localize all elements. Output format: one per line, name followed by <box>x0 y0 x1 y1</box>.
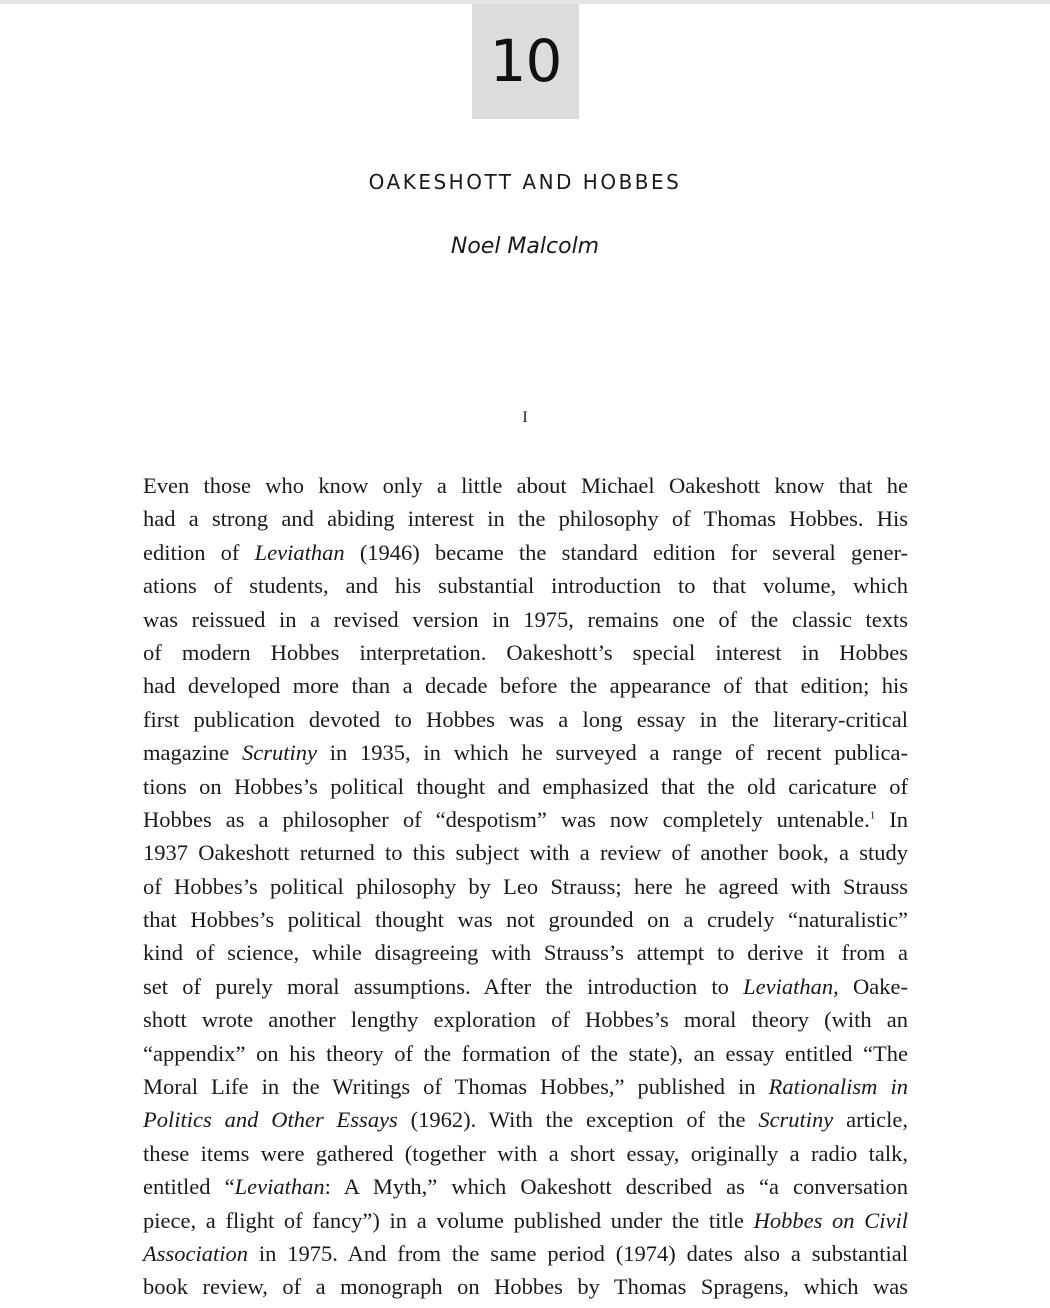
text-segment: was reissued in a revised version in 1975, remains one of the classic texts <box>143 606 908 632</box>
body-line <box>143 903 908 936</box>
chapter-title: OAKESHOTT AND HOBBES <box>368 170 682 194</box>
body-line <box>143 1037 908 1070</box>
text-segment: book review, of a monograph on Hobbes by Thomas Spragens, which was <box>143 1274 908 1300</box>
italic-text: Hobbes on Civil <box>753 1207 909 1233</box>
italic-text: Scrutiny <box>241 740 317 766</box>
body-line <box>143 1103 908 1136</box>
body-line <box>143 1237 908 1270</box>
italic-text: Leviathan <box>254 539 345 565</box>
italic-text: Leviathan <box>234 1174 325 1200</box>
text-segment: piece, a flight of fancy”) in a volume published under the title <box>143 1207 754 1233</box>
section-numeral: I <box>522 409 528 426</box>
body-line <box>143 1170 908 1203</box>
text-segment: 1937 Oakeshott returned to this subject with a review of another book, a study <box>143 840 908 866</box>
body-line <box>143 603 908 636</box>
text-segment: in 1975. And from the same period (1974) dates also a substantial <box>248 1240 908 1266</box>
text-segment: of Hobbes’s political philosophy by Leo Strauss; here he agreed with Strauss <box>143 873 908 899</box>
body-line <box>143 1070 908 1103</box>
italic-text: Politics and Other Essays <box>143 1107 398 1133</box>
text-segment: ations of students, and his substantial introduction to that volume, which <box>143 573 908 599</box>
text-segment: “appendix” on his theory of the formation of the state), an essay entitled “The <box>143 1040 908 1066</box>
text-segment: edition of <box>143 539 255 565</box>
italic-text: Scrutiny <box>758 1107 834 1133</box>
body-line <box>143 636 908 669</box>
text-segment: , Oake- <box>833 973 908 999</box>
body-line <box>143 770 908 803</box>
body-line <box>143 1003 908 1036</box>
body-line <box>143 1270 908 1303</box>
text-segment: first publication devoted to Hobbes was a long essay in the literary-critical <box>143 706 908 732</box>
body-line <box>143 870 908 903</box>
text-segment: had a strong and abiding interest in the philosophy of Thomas Hobbes. His <box>143 506 908 532</box>
body-line <box>143 970 908 1003</box>
text-segment: Moral Life in the Writings of Thomas Hobbes,” published in <box>143 1074 769 1100</box>
text-segment: (1946) became the standard edition for several gener- <box>344 539 908 565</box>
italic-text: Rationalism in <box>768 1074 908 1100</box>
text-segment: that Hobbes’s political thought was not grounded on a crudely “naturalistic” <box>143 907 908 933</box>
body-line <box>143 703 908 736</box>
author-name: Noel Malcolm <box>450 234 600 259</box>
text-segment: set of purely moral assumptions. After the introduction to <box>143 973 744 999</box>
text-segment: Even those who know only a little about Michael Oakeshott know that he <box>143 473 908 498</box>
text-segment: : A Myth,” which Oakeshott described as “a conversation <box>324 1174 908 1200</box>
text-segment: entitled “ <box>143 1174 235 1200</box>
body-line <box>143 936 908 969</box>
body-line <box>143 1137 908 1170</box>
text-segment: article, <box>833 1107 908 1133</box>
body-line <box>143 803 908 836</box>
body-line <box>143 469 908 502</box>
text-segment: in 1935, in which he surveyed a range of recent publica- <box>316 740 908 766</box>
body-line <box>143 569 908 602</box>
text-segment: In <box>875 806 909 832</box>
text-segment: of modern Hobbes interpretation. Oakeshott’s special interest in Hobbes <box>143 639 908 665</box>
text-segment: (1962). With the exception of the <box>397 1107 759 1133</box>
body-line <box>143 1204 908 1237</box>
body-line <box>143 536 908 569</box>
body-text <box>143 469 908 1304</box>
body-line <box>143 669 908 702</box>
text-segment: these items were gathered (together with a short essay, originally a radio talk, <box>143 1140 908 1166</box>
body-line <box>143 836 908 869</box>
footnote-ref: 1 <box>869 809 876 822</box>
italic-text: Association <box>143 1240 248 1266</box>
text-segment: tions on Hobbes’s political thought and emphasized that the old caricature of <box>143 773 908 799</box>
chapter-number: 10 <box>472 4 579 119</box>
text-segment: magazine <box>143 740 242 766</box>
body-line <box>143 502 908 535</box>
text-segment: Hobbes as a philosopher of “despotism” was now completely untenable. <box>143 806 870 832</box>
text-segment: kind of science, while disagreeing with Strauss’s attempt to derive it from a <box>143 940 908 966</box>
italic-text: Leviathan <box>743 973 834 999</box>
text-segment: had developed more than a decade before the appearance of that edition; his <box>143 673 908 699</box>
body-line <box>143 736 908 769</box>
text-segment: shott wrote another lengthy exploration of Hobbes’s moral theory (with an <box>143 1007 908 1033</box>
